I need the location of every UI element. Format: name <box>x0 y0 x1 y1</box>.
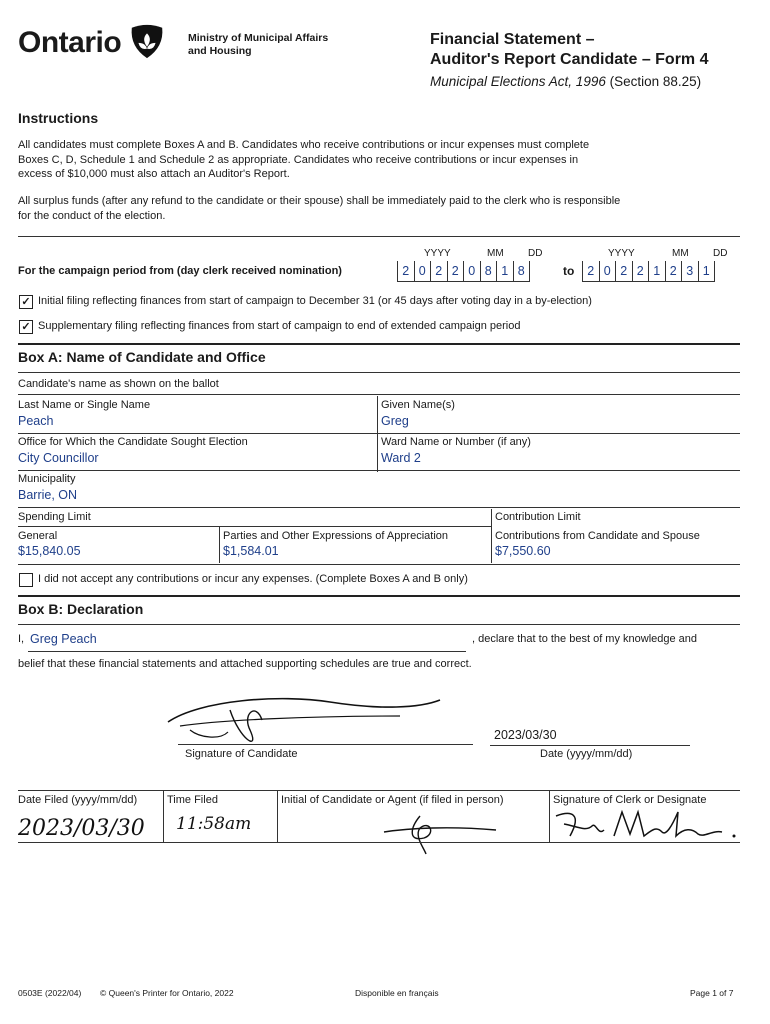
municipality-label: Municipality <box>18 473 76 485</box>
general-label: General <box>18 530 58 542</box>
instructions-line: excess of $10,000 must also attach an Auditor's Report. <box>18 168 290 180</box>
divider <box>18 564 740 565</box>
from-year-digit: 0 <box>414 261 431 282</box>
to-day-digit: 1 <box>698 261 716 282</box>
ontario-logo-text: Ontario <box>18 26 122 59</box>
initial-label: Initial of Candidate or Agent (if filed in person) <box>281 794 504 806</box>
supplementary-filing-label: Supplementary filing reflecting finances from start of campaign to end of extended campaign period <box>38 320 521 332</box>
declaration-text: , declare that to the best of my knowledge and <box>472 633 698 645</box>
to-month-digit: 2 <box>665 261 682 282</box>
form-title <box>430 30 709 70</box>
from-month-digit: 8 <box>480 261 497 282</box>
to-label: to <box>563 264 575 278</box>
declarant-name[interactable]: Greg Peach <box>30 632 97 646</box>
divider <box>18 433 740 434</box>
act-section: (Section 88.25) <box>609 74 702 89</box>
act-reference <box>430 74 701 89</box>
date-label: Date (yyyy/mm/dd) <box>540 748 633 760</box>
from-month-digit: 0 <box>463 261 480 282</box>
from-dd-label: DD <box>528 248 543 259</box>
to-year-digit: 0 <box>599 261 616 282</box>
from-date-field[interactable] <box>397 261 530 282</box>
divider <box>18 470 740 471</box>
divider <box>18 372 740 373</box>
divider <box>18 507 740 508</box>
initial-filing-checkbox[interactable]: ✓ <box>19 295 33 309</box>
date-filed-value[interactable]: 2023/03/30 <box>18 816 145 841</box>
ministry-line1: Ministry of Municipal Affairs <box>188 32 329 44</box>
act-name: Municipal Elections Act, 1996 <box>430 74 606 89</box>
office-value[interactable]: City Councillor <box>18 451 99 465</box>
to-year-digit: 2 <box>615 261 632 282</box>
declaration-i: I, <box>18 633 25 645</box>
from-year-digit: 2 <box>430 261 447 282</box>
page-number: Page 1 of 7 <box>690 988 734 998</box>
spending-limit-label: Spending Limit <box>18 511 91 523</box>
given-name-label: Given Name(s) <box>381 399 455 411</box>
general-value[interactable]: $15,840.05 <box>18 544 81 558</box>
given-name-value[interactable]: Greg <box>381 414 409 428</box>
time-filed-value[interactable]: 11:58am <box>176 814 252 834</box>
ward-label: Ward Name or Number (if any) <box>381 436 531 448</box>
divider <box>18 526 491 527</box>
declaration-date[interactable]: 2023/03/30 <box>494 728 557 742</box>
contribution-limit-label: Contribution Limit <box>495 511 581 523</box>
office-label: Office for Which the Candidate Sought Election <box>18 436 248 448</box>
declarant-name-underline <box>28 651 466 652</box>
divider <box>219 527 220 563</box>
box-a-top-rule <box>18 343 740 345</box>
form-code: 0503E (2022/04) <box>18 988 82 998</box>
from-year-digit: 2 <box>397 261 414 282</box>
ward-value[interactable]: Ward 2 <box>381 451 421 465</box>
instructions-line: All candidates must complete Boxes A and B. Candidates who receive contributions or incur expenses must complete <box>18 139 590 151</box>
divider <box>377 396 378 472</box>
to-dd-label: DD <box>713 248 728 259</box>
box-b-heading: Box B: Declaration <box>18 601 144 617</box>
form-title-line1: Financial Statement – <box>430 31 595 48</box>
initial-signature-image <box>380 808 500 856</box>
municipality-value[interactable]: Barrie, ON <box>18 488 78 502</box>
declaration-belief: belief that these financial statements and attached supporting schedules are true and correct. <box>18 658 472 670</box>
initial-filing-label: Initial filing reflecting finances from start of campaign to December 31 (or 45 days after voting day in a by-election) <box>38 295 592 307</box>
to-yyyy-label: YYYY <box>608 248 635 259</box>
signature-label: Signature of Candidate <box>185 748 298 760</box>
clerk-signature-image <box>552 806 742 846</box>
parties-value[interactable]: $1,584.01 <box>223 544 279 558</box>
to-year-digit: 2 <box>632 261 649 282</box>
from-yyyy-label: YYYY <box>424 248 451 259</box>
date-filed-label: Date Filed (yyyy/mm/dd) <box>18 794 138 806</box>
instructions-paragraph-1 <box>18 138 738 182</box>
instructions-line: All surplus funds (after any refund to the candidate or their spouse) shall be immediately paid to the clerk who is responsible <box>18 195 621 207</box>
divider <box>549 790 550 842</box>
to-day-digit: 3 <box>681 261 698 282</box>
instructions-paragraph-2 <box>18 194 738 223</box>
date-line <box>490 745 690 746</box>
french-availability: Disponible en français <box>355 988 439 998</box>
to-mm-label: MM <box>672 248 689 259</box>
trillium-icon <box>128 22 166 60</box>
divider <box>18 790 740 791</box>
ministry-line2: and Housing <box>188 45 252 57</box>
box-a-heading: Box A: Name of Candidate and Office <box>18 349 266 365</box>
to-month-digit: 1 <box>648 261 665 282</box>
divider <box>491 509 492 563</box>
divider <box>163 790 164 842</box>
from-day-digit: 8 <box>513 261 531 282</box>
box-b-top-rule <box>18 595 740 597</box>
divider <box>18 842 740 843</box>
ministry-name <box>188 32 358 58</box>
copyright: © Queen's Printer for Ontario, 2022 <box>100 988 234 998</box>
last-name-label: Last Name or Single Name <box>18 399 151 411</box>
from-mm-label: MM <box>487 248 504 259</box>
parties-label: Parties and Other Expressions of Appreciation <box>223 530 449 542</box>
divider <box>18 236 740 237</box>
campaign-period-label: For the campaign period from (day clerk received nomination) <box>18 265 342 277</box>
no-contributions-label: I did not accept any contributions or incur any expenses. (Complete Boxes A and B only) <box>38 573 468 585</box>
divider <box>18 624 740 625</box>
from-year-digit: 2 <box>447 261 464 282</box>
instructions-line: Boxes C, D, Schedule 1 and Schedule 2 as appropriate. Candidates who receive contributions or incur expenses in <box>18 153 579 166</box>
from-day-digit: 1 <box>496 261 513 282</box>
divider <box>18 394 740 395</box>
to-year-digit: 2 <box>582 261 599 282</box>
time-filed-label: Time Filed <box>167 794 218 806</box>
instructions-line: for the conduct of the election. <box>18 209 166 222</box>
last-name-value[interactable]: Peach <box>18 414 54 428</box>
no-contributions-checkbox[interactable] <box>19 573 33 587</box>
contribution-sub-label: Contributions from Candidate and Spouse <box>495 530 700 542</box>
divider <box>277 790 278 842</box>
instructions-heading: Instructions <box>18 110 99 126</box>
contribution-value[interactable]: $7,550.60 <box>495 544 551 558</box>
to-date-field[interactable] <box>582 261 715 282</box>
supplementary-filing-checkbox[interactable]: ✓ <box>19 320 33 334</box>
signature-line <box>178 744 473 745</box>
ballot-name-label: Candidate's name as shown on the ballot <box>18 378 219 390</box>
clerk-signature-label: Signature of Clerk or Designate <box>553 794 707 806</box>
form-title-line2: Auditor's Report Candidate – Form 4 <box>430 51 709 68</box>
